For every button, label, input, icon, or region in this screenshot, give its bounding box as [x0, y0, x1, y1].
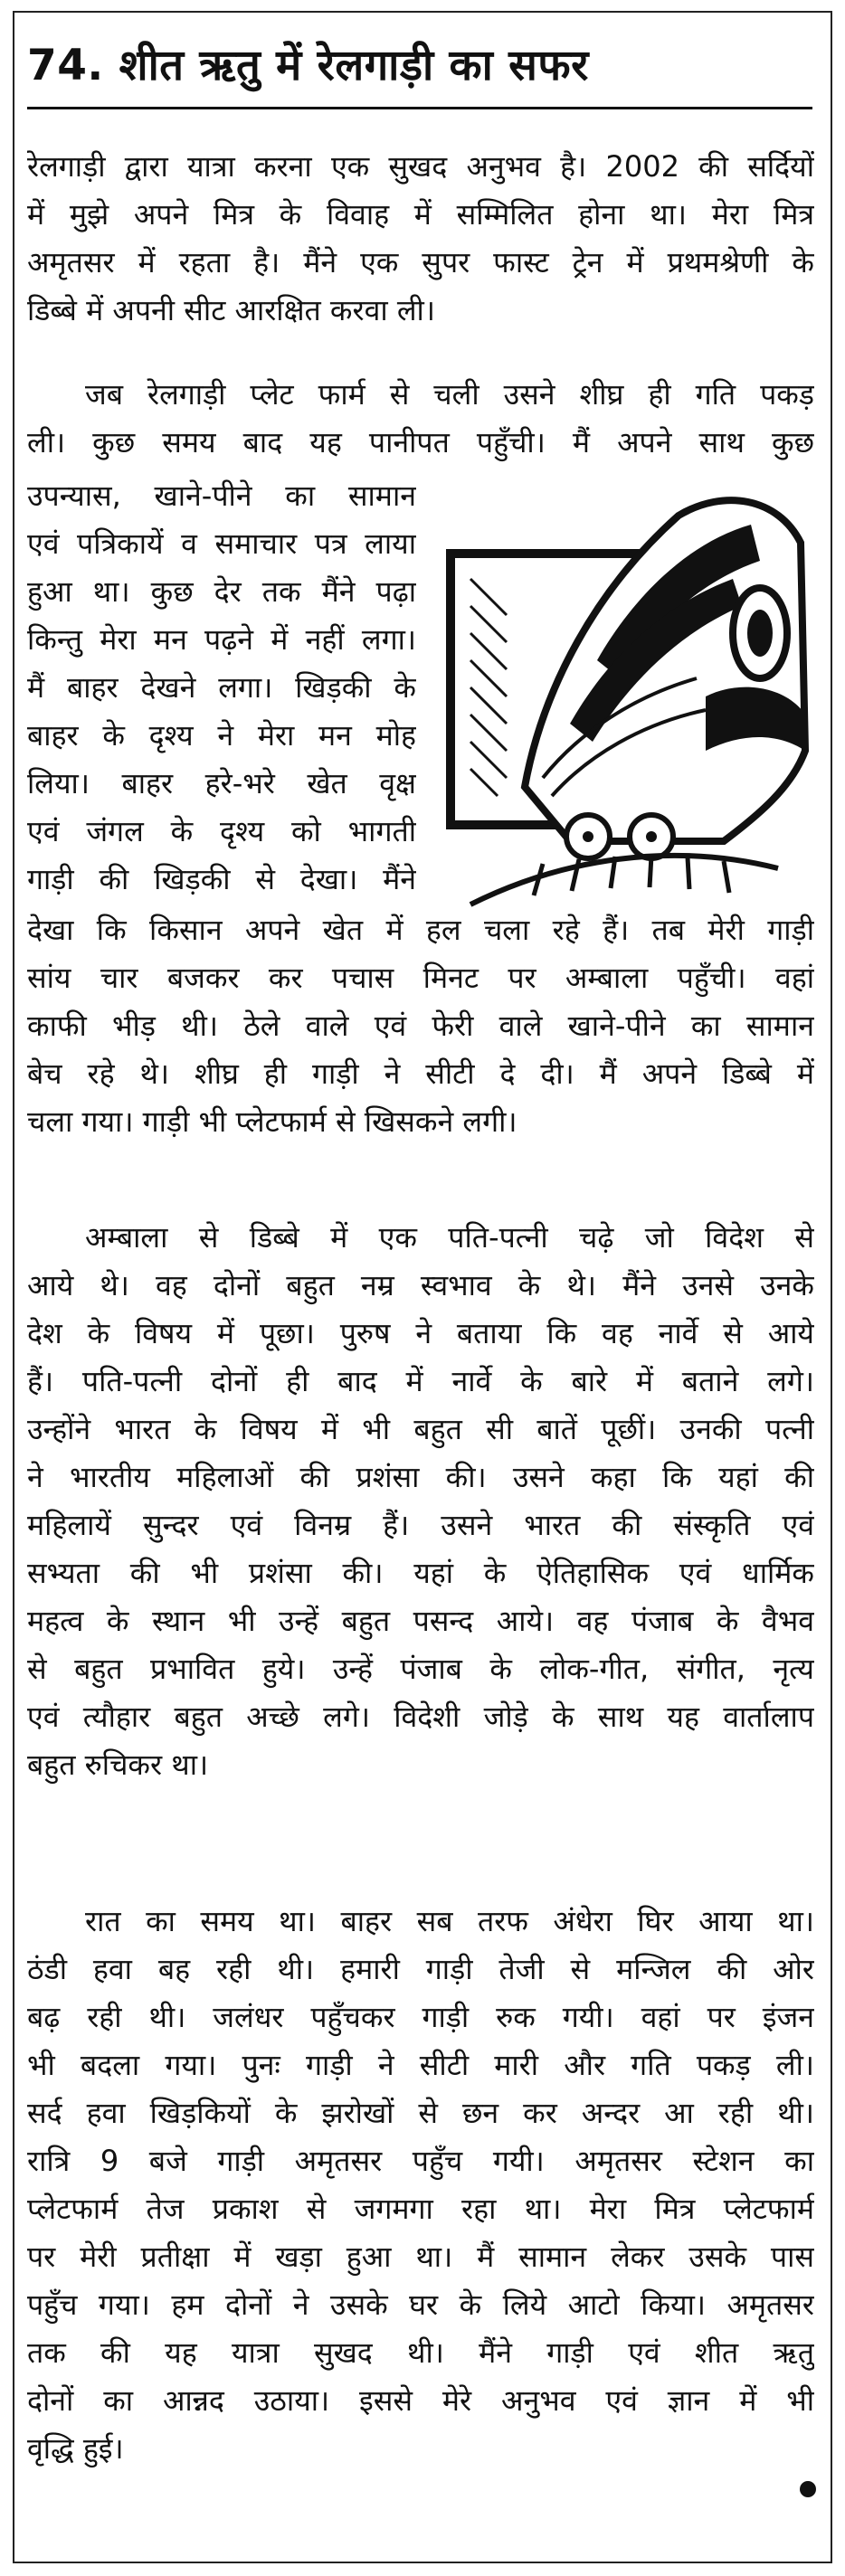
- paragraph-2: [27, 371, 814, 467]
- train-engine-icon: [434, 479, 814, 932]
- title-divider: [27, 107, 812, 109]
- text-line: सांय चार बजकर कर पचास मिनट पर अम्बाला पहुँची। वहां: [27, 961, 814, 995]
- page-title: 74. शीत ऋतु में रेलगाड़ी का सफर: [27, 41, 589, 90]
- text-line: महत्व के स्थान भी उन्हें बहुत पसन्द आये। वह पंजाब के वैभव: [27, 1604, 814, 1638]
- text-line: काफी भीड़ थी। ठेले वाले एवं फेरी वाले खाने-पीने का सामान: [27, 1009, 814, 1043]
- text-line: एवं जंगल के दृश्य को भागती: [27, 814, 416, 848]
- text-line: तक की यह यात्रा सुखद थी। मैंने गाड़ी एवं शीत ऋतु: [27, 2335, 814, 2370]
- text-line: बढ़ रही थी। जलंधर पहुँचकर गाड़ी रुक गयी। वहां पर इंजन: [27, 2000, 814, 2034]
- paragraph-3: [27, 1214, 814, 1789]
- text-line: किन्तु मेरा मन पढ़ने में नहीं लगा।: [27, 622, 416, 657]
- text-line: पर मेरी प्रतीक्षा में खड़ा हुआ था। मैं सामान लेकर उसके पास: [27, 2240, 814, 2274]
- end-bullet: [800, 2481, 816, 2497]
- text-line: उपन्यास, खाने-पीने का सामान: [27, 478, 416, 513]
- text-line: एवं त्यौहार बहुत अच्छे लगे। विदेशी जोड़े के साथ यह वार्तालाप: [27, 1700, 814, 1734]
- text-line: लिया। बाहर हरे-भरे खेत वृक्ष: [27, 766, 416, 800]
- text-line: आये थे। वह दोनों बहुत नम्र स्वभाव के थे। मैंने उनसे उनके: [27, 1268, 814, 1302]
- text-line: भी बदला गया। पुनः गाड़ी ने सीटी मारी और गति पकड़ ली।: [27, 2048, 814, 2082]
- text-line: प्लेटफार्म तेज प्रकाश से जगमगा रहा था। मेरा मित्र प्लेटफार्म: [27, 2192, 814, 2226]
- text-line: बहुत रुचिकर था।: [27, 1747, 209, 1782]
- text-line: पहुँच गया। हम दोनों ने उसके घर के लिये आटो किया। अमृतसर: [27, 2287, 814, 2322]
- text-line: ने भारतीय महिलाओं की प्रशंसा की। उसने कहा कि यहां की: [27, 1460, 814, 1494]
- text-line: से बहुत प्रभावित हुये। उन्हें पंजाब के लोक-गीत, संगीत, नृत्य: [27, 1652, 814, 1686]
- text-line: में मुझे अपने मित्र के विवाह में सम्मिलित होना था। मेरा मित्र: [27, 197, 814, 232]
- text-line: सर्द हवा खिड़कियों के झरोखों से छन कर अन्दर आ रही थी।: [27, 2096, 814, 2130]
- text-line: हैं। पति-पत्नी दोनों ही बाद में नार्वे के बारे में बताने लगे।: [27, 1364, 814, 1398]
- text-line: देखा कि किसान अपने खेत में हल चला रहे हैं। तब मेरी गाड़ी: [27, 913, 814, 947]
- text-line: उन्होंने भारत के विषय में भी बहुत सी बातें पूछीं। उनकी पत्नी: [27, 1412, 814, 1446]
- text-line: ली। कुछ समय बाद यह पानीपत पहुँची। मैं अपने साथ कुछ: [27, 425, 814, 459]
- train-illustration: [434, 479, 814, 932]
- text-line: वृद्धि हुई।: [27, 2431, 124, 2466]
- paragraph-1: [27, 143, 814, 335]
- paragraph-2-continued: [27, 906, 814, 1146]
- text-line: रात का समय था। बाहर सब तरफ अंधेरा घिर आया था।: [85, 1904, 814, 1938]
- text-line: मैं बाहर देखने लगा। खिड़की के: [27, 670, 416, 705]
- text-line: अमृतसर में रहता है। मैंने एक सुपर फास्ट ट्रेन में प्रथमश्रेणी के: [27, 245, 814, 279]
- text-line: एवं पत्रिकायें व समाचार पत्र लाया: [27, 526, 416, 561]
- text-line: बेच रहे थे। शीघ्र ही गाड़ी ने सीटी दे दी। मैं अपने डिब्बे में: [27, 1056, 814, 1091]
- paragraph-4: [27, 1898, 814, 2473]
- text-line: हुआ था। कुछ देर तक मैंने पढ़ा: [27, 574, 416, 609]
- text-line: रात्रि 9 बजे गाड़ी अमृतसर पहुँच गयी। अमृतसर स्टेशन का: [27, 2144, 814, 2178]
- text-line: देश के विषय में पूछा। पुरुष ने बताया कि वह नार्वे से आये: [27, 1316, 814, 1350]
- text-line: अम्बाला से डिब्बे में एक पति-पत्नी चढ़े जो विदेश से: [85, 1220, 814, 1255]
- text-line: दोनों का आन्नद उठाया। इससे मेरे अनुभव एवं ज्ञान में भी: [27, 2383, 814, 2418]
- text-line: जब रेलगाड़ी प्लेट फार्म से चली उसने शीघ्र ही गति पकड़: [85, 377, 814, 412]
- text-line: रेलगाड़ी द्वारा यात्रा करना एक सुखद अनुभव है। 2002 की सर्दियों: [27, 149, 814, 184]
- text-line: चला गया। गाड़ी भी प्लेटफार्म से खिसकने लगी।: [27, 1104, 517, 1139]
- text-line: ठंडी हवा बह रही थी। हमारी गाड़ी तेजी से मन्जिल की ओर: [27, 1952, 814, 1986]
- text-line: डिब्बे में अपनी सीट आरक्षित करवा ली।: [27, 293, 435, 327]
- text-line: सभ्यता की भी प्रशंसा की। यहां के ऐतिहासिक एवं धार्मिक: [27, 1556, 814, 1590]
- text-line: बाहर के दृश्य ने मेरा मन मोह: [27, 718, 416, 753]
- text-line: गाड़ी की खिड़की से देखा। मैंने: [27, 862, 416, 896]
- text-line: महिलायें सुन्दर एवं विनम्र हैं। उसने भारत की संस्कृति एवं: [27, 1508, 814, 1542]
